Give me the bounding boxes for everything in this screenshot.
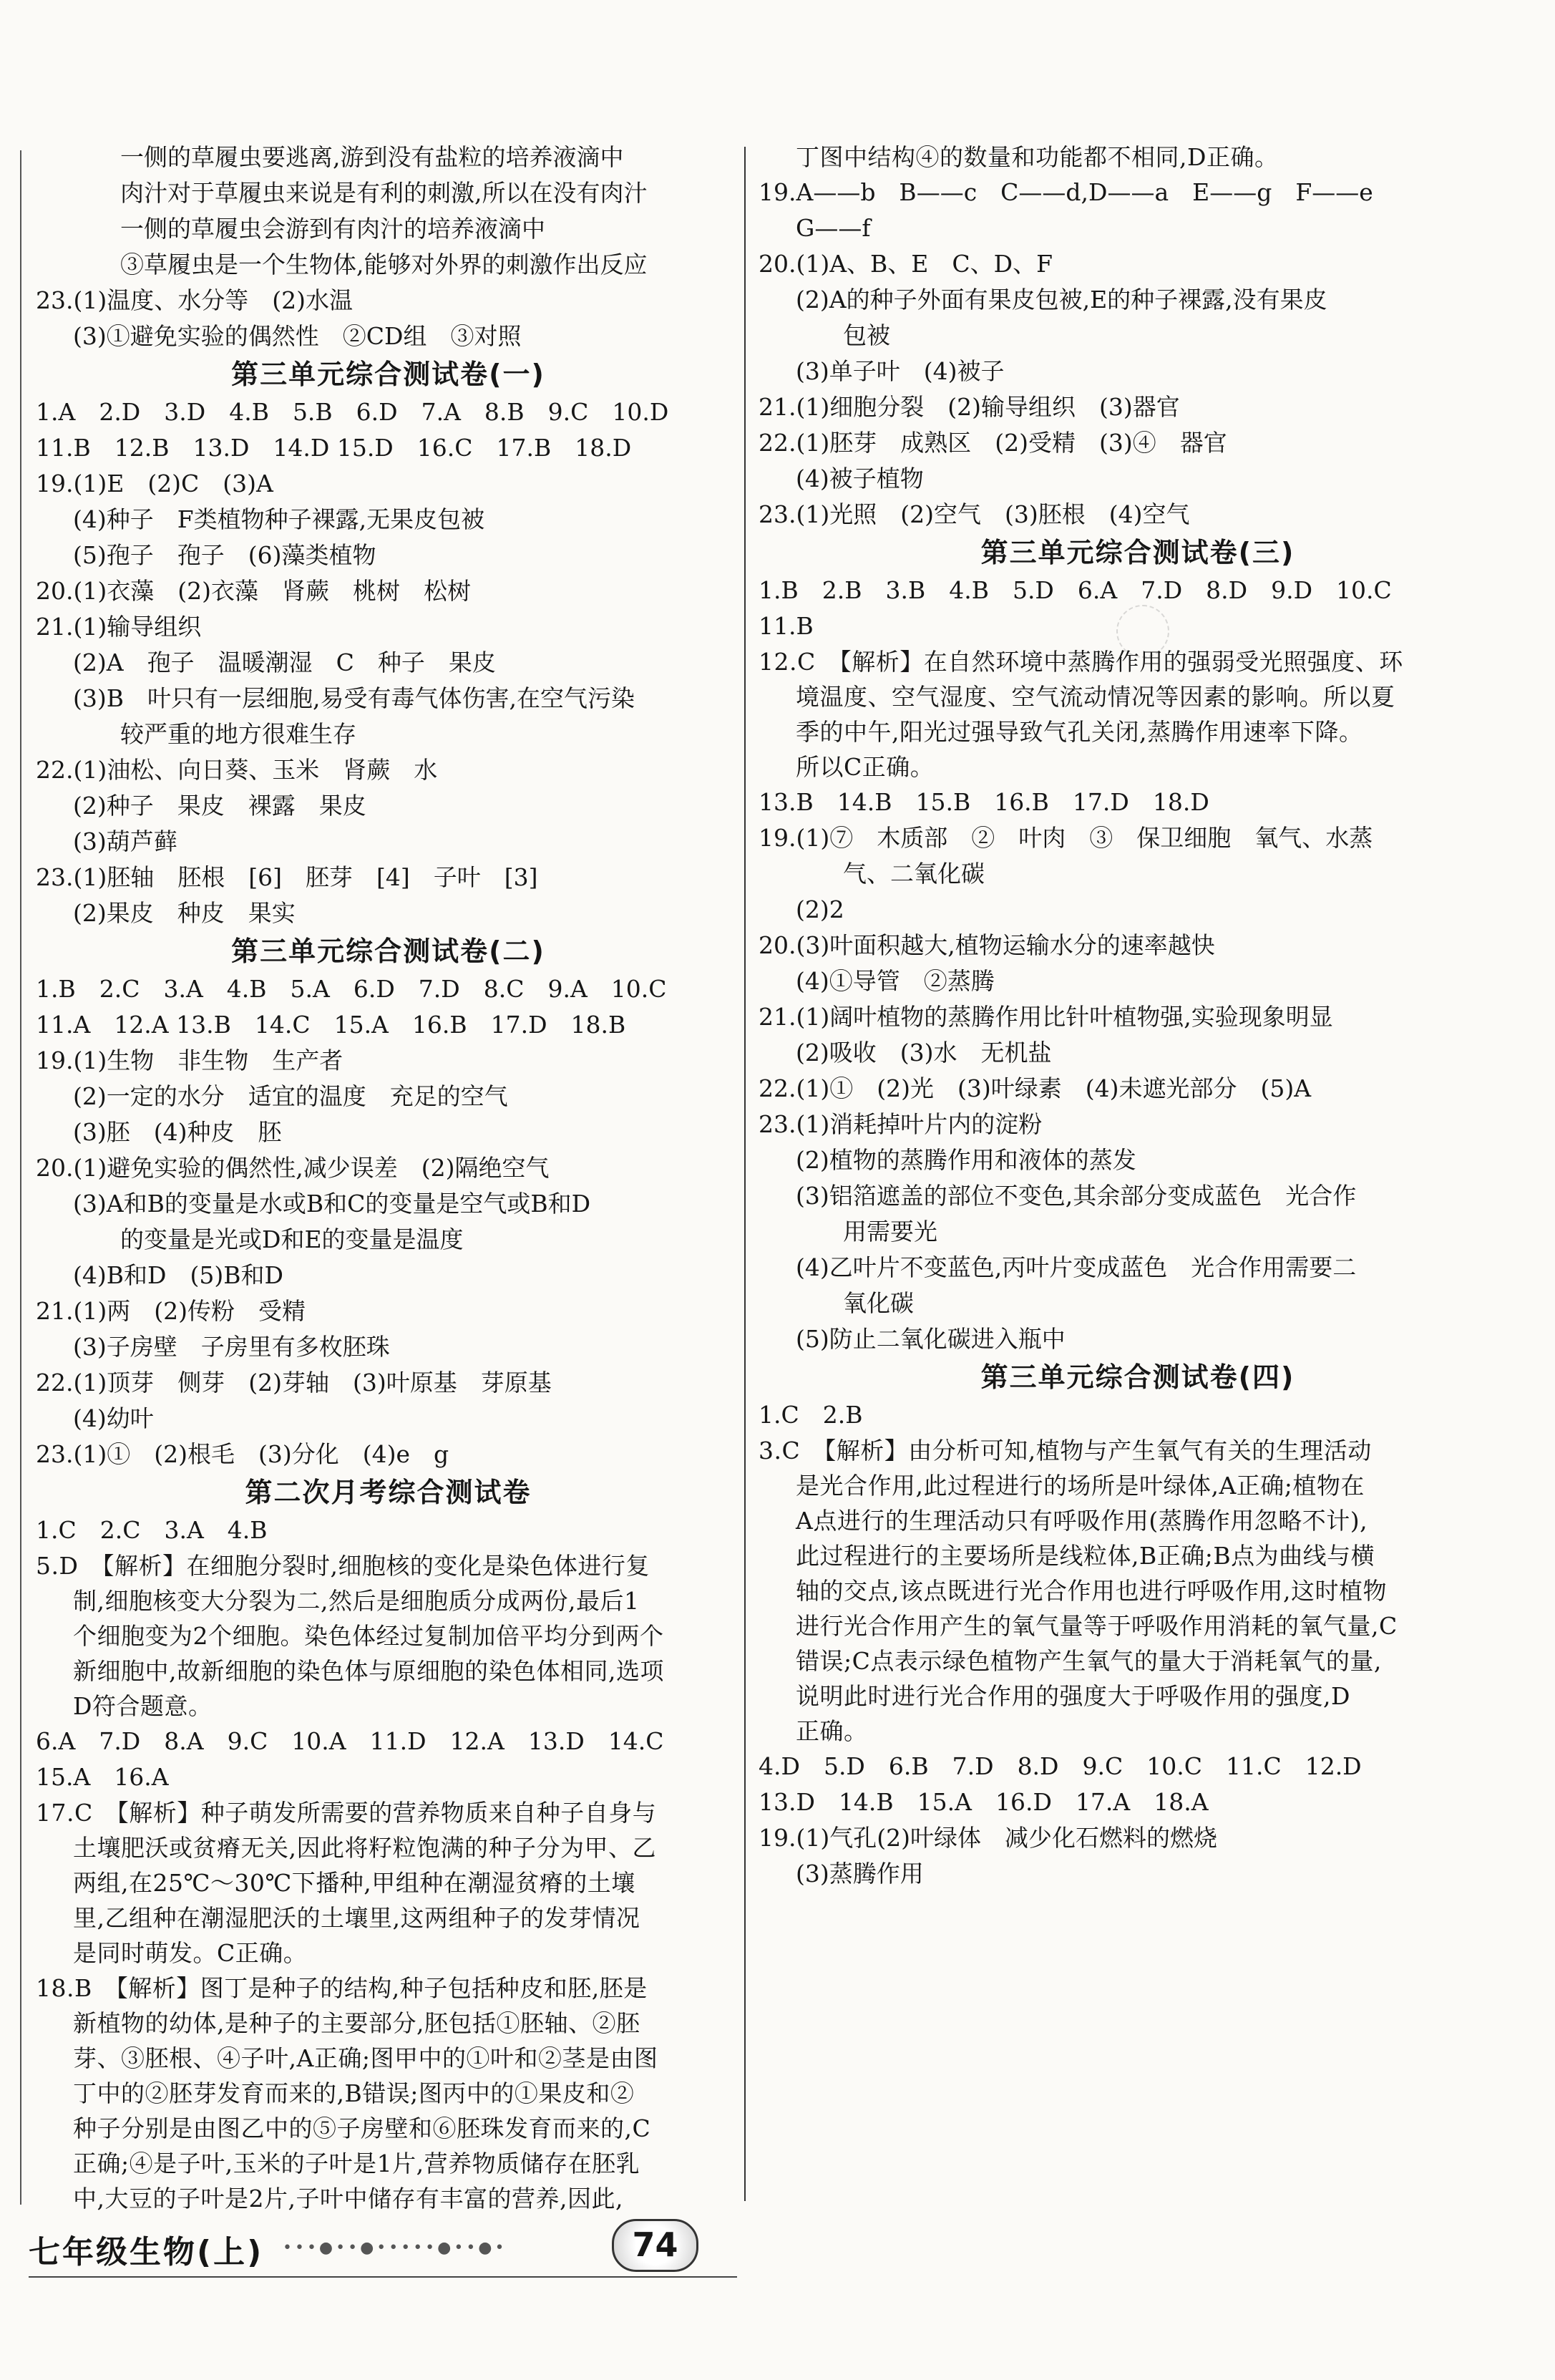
footer-rule (29, 2276, 737, 2278)
footer-book-title: 七年级生物(上) (29, 2234, 264, 2270)
answer-line: (5)孢子 孢子 (6)藻类植物 (73, 541, 376, 569)
answer-line: 1.C 2.B (759, 1401, 863, 1429)
answer-line: 11.A 12.A 13.B 14.C 15.A 16.B 17.D 18.B (36, 1011, 626, 1039)
answer-line: (2)植物的蒸腾作用和液体的蒸发 (796, 1146, 1136, 1174)
answer-line: G——f (796, 214, 871, 242)
answer-line: (3)B 叶只有一层细胞,易受有毒气体伤害,在空气污染 (73, 684, 635, 712)
answer-line: (2)果皮 种皮 果实 (73, 899, 296, 927)
answer-line: 两组,在25℃～30℃下播种,甲组种在潮湿贫瘠的土壤 (73, 1869, 635, 1897)
answer-line: 20.(1)A、B、E C、D、F (759, 250, 1053, 278)
answer-line: 轴的交点,该点既进行光合作用也进行呼吸作用,这时植物 (796, 1577, 1387, 1605)
answer-line: ③草履虫是一个生物体,能够对外界的刺激作出反应 (120, 251, 648, 278)
answer-line: (3)铝箔遮盖的部位不变色,其余部分变成蓝色 光合作 (796, 1182, 1357, 1210)
answer-line: 较严重的地方很难生存 (120, 720, 356, 748)
answer-line: (2)一定的水分 适宜的温度 充足的空气 (73, 1082, 508, 1110)
answer-line: (3)葫芦藓 (73, 827, 177, 855)
answer-line: (3)A和B的变量是水或B和C的变量是空气或B和D (73, 1190, 591, 1218)
answer-line: 13.D 14.B 15.A 16.D 17.A 18.A (759, 1788, 1209, 1816)
answer-line: 里,乙组种在潮湿肥沃的土壤里,这两组种子的发芽情况 (73, 1904, 640, 1932)
answer-line: 19.(1)气孔(2)叶绿体 减少化石燃料的燃烧 (759, 1824, 1217, 1852)
answer-line: 1.A 2.D 3.D 4.B 5.B 6.D 7.A 8.B 9.C 10.D (36, 398, 669, 426)
answer-line: 22.(1)油松、向日葵、玉米 肾蕨 水 (36, 756, 438, 784)
answer-line: (4)B和D (5)B和D (73, 1261, 283, 1289)
answer-line: 3.C 【解析】由分析可知,植物与产生氧气有关的生理活动 (759, 1437, 1372, 1465)
answer-line: (4)被子植物 (796, 465, 924, 492)
answer-line: 20.(3)叶面积越大,植物运输水分的速率越快 (759, 931, 1215, 959)
answer-line: 正确。 (796, 1717, 868, 1745)
answer-line: 芽、③胚根、④子叶,A正确;图甲中的①叶和②茎是由图 (73, 2044, 658, 2072)
section-heading: 第三单元综合测试卷(一) (231, 359, 545, 390)
answer-line: 11.B (759, 612, 814, 640)
answer-line: (5)防止二氧化碳进入瓶中 (796, 1325, 1066, 1353)
answer-line: 23.(1)温度、水分等 (2)水温 (36, 286, 353, 314)
answer-line: 新细胞中,故新细胞的染色体与原细胞的染色体相同,选项 (73, 1657, 664, 1685)
answer-line: (2)2 (796, 895, 844, 923)
answer-line: A点进行的生理活动只有呼吸作用(蒸腾作用忽略不计), (796, 1507, 1368, 1535)
answer-line: 正确;④是子叶,玉米的子叶是1片,营养物质储存在胚乳 (73, 2150, 640, 2177)
footer-decorative-dots: •••●••●•••••●••●• (283, 2239, 507, 2257)
answer-line: (2)吸收 (3)水 无机盐 (796, 1039, 1052, 1067)
answer-line: 20.(1)避免实验的偶然性,减少误差 (2)隔绝空气 (36, 1154, 550, 1182)
answer-line: (2)A的种子外面有果皮包被,E的种子裸露,没有果皮 (796, 286, 1327, 314)
answer-line: 1.C 2.C 3.A 4.B (36, 1516, 268, 1544)
answer-line: 6.A 7.D 8.A 9.C 10.A 11.D 12.A 13.D 14.C (36, 1727, 664, 1755)
answer-line: 21.(1)两 (2)传粉 受精 (36, 1297, 306, 1325)
answer-line: (3)蒸腾作用 (796, 1860, 924, 1888)
answer-line: 22.(1)① (2)光 (3)叶绿素 (4)未遮光部分 (5)A (759, 1074, 1312, 1102)
answer-line: 中,大豆的子叶是2片,子叶中储存有丰富的营养,因此, (73, 2185, 623, 2213)
answer-line: (4)乙叶片不变蓝色,丙叶片变成蓝色 光合作用需要二 (796, 1253, 1357, 1281)
answer-line: (2)种子 果皮 裸露 果皮 (73, 792, 366, 820)
answer-line: 19.(1)生物 非生物 生产者 (36, 1046, 343, 1074)
answer-line: 一侧的草履虫会游到有肉汁的培养液滴中 (120, 215, 545, 243)
answer-line: 氧化碳 (843, 1289, 914, 1317)
answer-line: (4)幼叶 (73, 1404, 154, 1432)
answer-line: 12.C 【解析】在自然环境中蒸腾作用的强弱受光照强度、环 (759, 648, 1403, 676)
answer-line: 包被 (843, 321, 890, 349)
answer-line: (2)A 孢子 温暖潮湿 C 种子 果皮 (73, 649, 496, 676)
answer-line: 肉汁对于草履虫来说是有利的刺激,所以在没有肉汁 (120, 179, 648, 207)
answer-line: 进行光合作用产生的氧气量等于呼吸作用消耗的氧气量,C (796, 1612, 1398, 1640)
answer-line: 气、二氧化碳 (843, 860, 985, 888)
answer-line: D符合题意。 (73, 1692, 213, 1720)
answer-line: 丁中的②胚芽发育而来的,B错误;图丙中的①果皮和② (73, 2079, 635, 2107)
answer-line: 13.B 14.B 15.B 16.B 17.D 18.D (759, 788, 1209, 816)
answer-line: 所以C正确。 (796, 753, 935, 781)
answer-line: 11.B 12.B 13.D 14.D 15.D 16.C 17.B 18.D (36, 434, 632, 462)
left-margin-rule (20, 150, 21, 2205)
answer-line: 19.(1)E (2)C (3)A (36, 470, 273, 497)
answer-line: 22.(1)顶芽 侧芽 (2)芽轴 (3)叶原基 芽原基 (36, 1369, 552, 1397)
answer-line: 21.(1)输导组织 (36, 613, 202, 641)
answer-line: 23.(1)消耗掉叶片内的淀粉 (759, 1110, 1043, 1138)
answer-line: 15.A 16.A (36, 1763, 169, 1791)
section-heading: 第三单元综合测试卷(二) (231, 936, 545, 967)
section-heading: 第二次月考综合测试卷 (245, 1477, 532, 1508)
answer-line: (3)单子叶 (4)被子 (796, 357, 1005, 385)
answer-line: 一侧的草履虫要逃离,游到没有盐粒的培养液滴中 (120, 143, 624, 171)
answer-line: 个细胞变为2个细胞。染色体经过复制加倍平均分到两个 (73, 1622, 664, 1650)
answer-line: (3)①避免实验的偶然性 ②CD组 ③对照 (73, 322, 522, 350)
answer-line: 的变量是光或D和E的变量是温度 (120, 1225, 464, 1253)
answer-line: 19.A——b B——c C——d,D——a E——g F——e (759, 178, 1373, 206)
left-column (36, 140, 741, 2216)
answer-line: 错误;C点表示绿色植物产生氧气的量大于消耗氧气的量, (796, 1647, 1382, 1675)
answer-line: 土壤肥沃或贫瘠无关,因此将籽粒饱满的种子分为甲、乙 (73, 1834, 656, 1862)
answer-line: 17.C 【解析】种子萌发所需要的营养物质来自种子自身与 (36, 1799, 657, 1827)
section-heading: 第三单元综合测试卷(三) (980, 537, 1295, 568)
answer-line: 23.(1)胚轴 胚根 [6] 胚芽 [4] 子叶 [3] (36, 863, 538, 891)
answer-line: 22.(1)胚芽 成熟区 (2)受精 (3)④ 器官 (759, 429, 1227, 457)
answer-line: 种子分别是由图乙中的⑤子房壁和⑥胚珠发育而来的,C (73, 2114, 651, 2142)
answer-line: 1.B 2.C 3.A 4.B 5.A 6.D 7.D 8.C 9.A 10.C (36, 975, 667, 1003)
answer-line: (3)子房壁 子房里有多枚胚珠 (73, 1333, 390, 1361)
column-divider (744, 147, 746, 2201)
answer-line: 新植物的幼体,是种子的主要部分,胚包括①胚轴、②胚 (73, 2009, 640, 2037)
answer-line: 21.(1)细胞分裂 (2)输导组织 (3)器官 (759, 393, 1180, 421)
right-column (759, 140, 1517, 1892)
answer-line: 季的中午,阳光过强导致气孔关闭,蒸腾作用速率下降。 (796, 718, 1363, 746)
answer-line: 丁图中结构④的数量和功能都不相同,D正确。 (796, 143, 1279, 171)
section-heading: 第三单元综合测试卷(四) (980, 1361, 1295, 1393)
answer-line: 5.D 【解析】在细胞分裂时,细胞核的变化是染色体进行复 (36, 1552, 650, 1580)
answer-line: (3)胚 (4)种皮 胚 (73, 1118, 282, 1146)
answer-line: (4)种子 F类植物种子裸露,无果皮包被 (73, 505, 485, 533)
answer-line: 23.(1)① (2)根毛 (3)分化 (4)e g (36, 1440, 449, 1468)
answer-line: 23.(1)光照 (2)空气 (3)胚根 (4)空气 (759, 500, 1190, 528)
answer-line: (4)①导管 ②蒸腾 (796, 967, 995, 995)
answer-line: 1.B 2.B 3.B 4.B 5.D 6.A 7.D 8.D 9.D 10.C (759, 576, 1392, 604)
page-number-badge: 74 (612, 2219, 698, 2272)
answer-line: 境温度、空气湿度、空气流动情况等因素的影响。所以夏 (796, 683, 1395, 711)
answer-line: 此过程进行的主要场所是线粒体,B正确;B点为曲线与横 (796, 1542, 1375, 1570)
answer-line: 制,细胞核变大分裂为二,然后是细胞质分成两份,最后1 (73, 1587, 640, 1615)
answer-line: 用需要光 (843, 1218, 937, 1245)
answer-line: 21.(1)阔叶植物的蒸腾作用比针叶植物强,实验现象明显 (759, 1003, 1333, 1031)
answer-line: 19.(1)⑦ 木质部 ② 叶肉 ③ 保卫细胞 氧气、水蒸 (759, 824, 1373, 852)
answer-line: 20.(1)衣藻 (2)衣藻 肾蕨 桃树 松树 (36, 577, 471, 605)
answer-line: 4.D 5.D 6.B 7.D 8.D 9.C 10.C 11.C 12.D (759, 1752, 1362, 1780)
answer-line: 是同时萌发。C正确。 (73, 1939, 308, 1967)
answer-line: 18.B 【解析】图丁是种子的结构,种子包括种皮和胚,胚是 (36, 1974, 648, 2002)
answer-line: 说明此时进行光合作用的强度大于呼吸作用的强度,D (796, 1682, 1350, 1710)
answer-line: 是光合作用,此过程进行的场所是叶绿体,A正确;植物在 (796, 1472, 1365, 1500)
